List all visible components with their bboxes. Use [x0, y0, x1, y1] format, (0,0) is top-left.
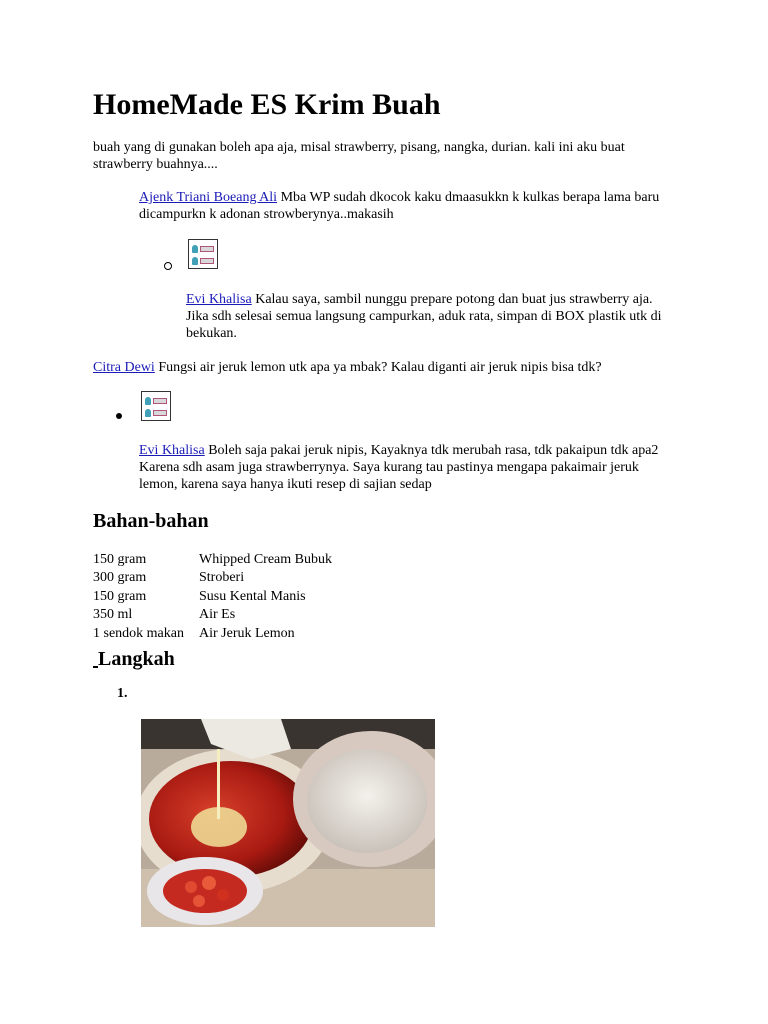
steps-heading-label: Langkah [98, 648, 175, 670]
page-title: HomeMade ES Krim Buah [93, 88, 441, 121]
user-avatar-icon [188, 239, 218, 269]
comment-1-text: Mba WP sudah dkocok kaku dmaasukkn k kulkas berapa lama baru dicampurkn k adonan strowberynya..makasih [139, 190, 660, 222]
step-1-photo [141, 719, 435, 927]
user-avatar-icon [141, 391, 171, 421]
ingredient-name: Stroberi [199, 570, 245, 585]
comment-1 [139, 189, 679, 223]
step-1-photo-image [141, 719, 435, 927]
ingredient-qty: 150 gram [93, 552, 147, 567]
ingredient-qty: 1 sendok makan [93, 626, 184, 641]
ingredient-qty: 350 ml [93, 607, 133, 622]
ingredient-name: Air Es [199, 607, 236, 622]
comment-2-author-link[interactable]: Evi Khalisa [186, 292, 252, 307]
ingredient-name: Air Jeruk Lemon [199, 626, 295, 641]
intro-text: buah yang di gunakan boleh apa aja, misal strawberry, pisang, nangka, durian. kali ini aku buat strawberry buahnya.... [93, 140, 625, 172]
list-bullet-icon [164, 262, 172, 270]
comment-2 [186, 291, 676, 342]
comment-1-author-link[interactable]: Ajenk Triani Boeang Ali [139, 190, 278, 205]
steps-heading [93, 646, 175, 672]
ingredient-name: Susu Kental Manis [199, 589, 306, 604]
comment-4-text: Boleh saja pakai jeruk nipis, Kayaknya tdk merubah rasa, tdk pakaipun tdk apa2 Karena sdh asam juga strawberrynya. Saya kurang tau pastinya mengapa pakaimair jeruk lemon, karena saya hanya ikuti resep di sajian sedap [139, 443, 659, 492]
comment-3-author-link[interactable]: Citra Dewi [93, 360, 155, 375]
comment-2-text: Kalau saya, sambil nunggu prepare potong dan buat jus strawberry aja. Jika sdh selesai semua langsung campurkan, aduk rata, simpan di BOX plastik utk di bekukan. [186, 292, 662, 341]
ingredient-qty: 150 gram [93, 589, 147, 604]
ingredient-qty: 300 gram [93, 570, 147, 585]
ingredient-name: Whipped Cream Bubuk [199, 552, 332, 567]
comment-4-author-link[interactable]: Evi Khalisa [139, 443, 205, 458]
comment-3 [93, 359, 693, 376]
comment-4 [139, 442, 669, 493]
comment-3-text: Fungsi air jeruk lemon utk apa ya mbak? Kalau diganti air jeruk nipis bisa tdk? [154, 360, 602, 375]
step-number: 1. [117, 686, 128, 701]
list-bullet-icon [116, 413, 122, 419]
ingredients-heading: Bahan-bahan [93, 510, 209, 532]
